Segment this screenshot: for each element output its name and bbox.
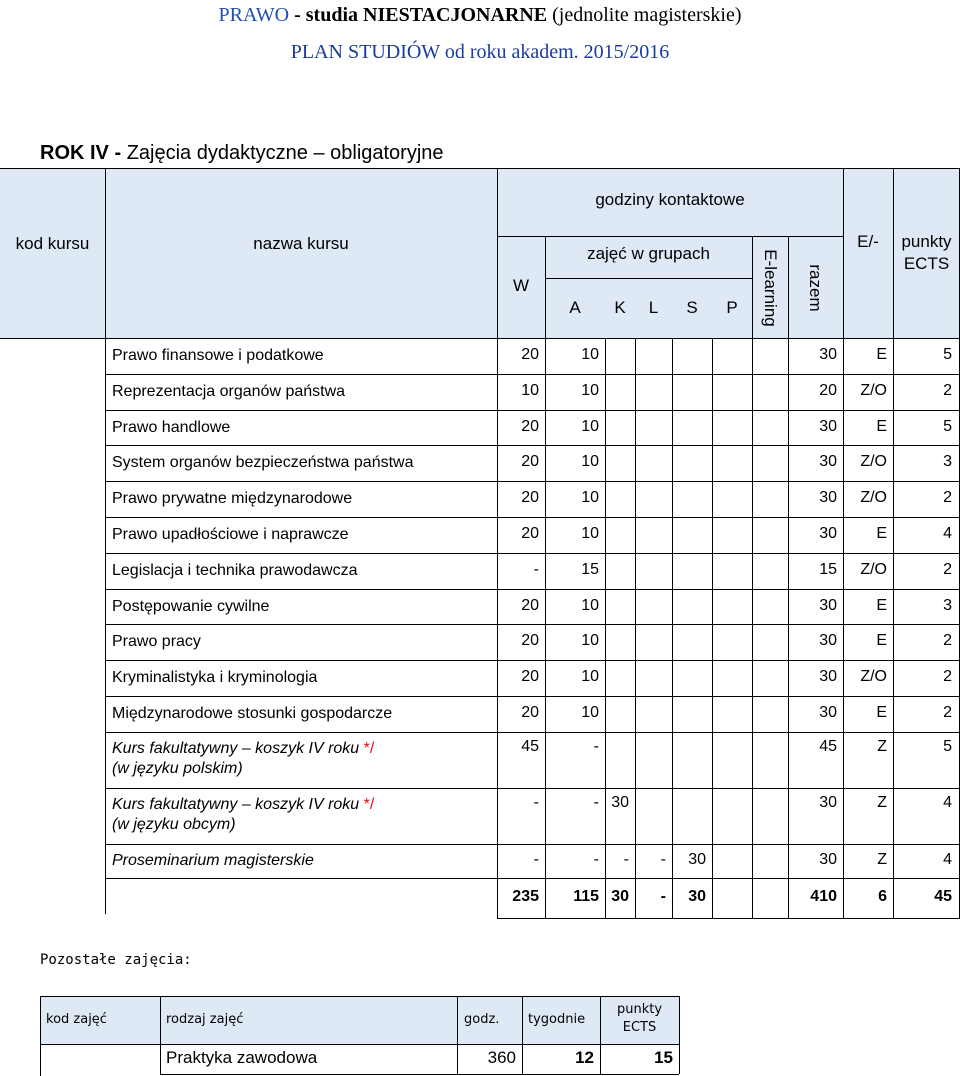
grid-line [545, 278, 752, 279]
elective-language: (w języku obcym) [112, 815, 236, 833]
table-top-border [0, 168, 960, 169]
grid-line [497, 236, 843, 237]
elective-k: 30 [611, 793, 629, 811]
course-razem: 30 [819, 596, 837, 614]
total-k: 30 [611, 887, 629, 905]
course-razem: 30 [819, 668, 837, 686]
row-divider [105, 589, 960, 590]
plan-title: PLAN STUDIÓW od roku akadem. 2015/2016 [290, 41, 670, 63]
row-divider [105, 696, 960, 697]
course-a: 10 [581, 381, 599, 399]
course-e: E [876, 417, 887, 435]
other-classes-table [40, 996, 680, 1076]
total-a: 115 [573, 887, 599, 905]
other-header-ects-1: punkty [616, 1002, 663, 1017]
proseminar-k: - [623, 850, 629, 868]
elective-a: - [593, 737, 599, 755]
course-name: Kryminalistyka i kryminologia [112, 669, 318, 687]
elective-language: (w języku polskim) [112, 759, 243, 777]
course-ects: 2 [943, 668, 952, 686]
grid-line [752, 338, 753, 918]
grid-line [105, 168, 106, 914]
row-divider [105, 374, 960, 375]
other-hours: 360 [487, 1048, 516, 1067]
total-ects: 45 [934, 887, 952, 905]
course-ects: 5 [943, 417, 952, 435]
course-name: Legislacja i technika prawodawcza [112, 561, 358, 579]
course-ects: 2 [943, 560, 952, 578]
course-e: Z/O [860, 668, 887, 686]
table-header-bottom [0, 338, 960, 339]
course-w: 20 [521, 453, 539, 471]
other-weeks: 12 [575, 1048, 594, 1067]
course-ects: 3 [943, 453, 952, 471]
row-divider [105, 660, 960, 661]
elective-ects: 5 [943, 737, 952, 755]
study-mode-detail: (jednolite magisterskie) [552, 4, 742, 26]
course-razem: 30 [819, 632, 837, 650]
program-name: PRAWO [218, 4, 290, 26]
course-e: E [876, 596, 887, 614]
proseminar-name: Proseminarium magisterskie [112, 851, 314, 869]
study-mode: - studia NIESTACJONARNE [294, 4, 548, 26]
course-w: - [533, 560, 539, 578]
row-divider [105, 517, 960, 518]
row-divider [105, 878, 960, 879]
course-a: 10 [581, 417, 599, 435]
course-a: 10 [581, 453, 599, 471]
row-divider [105, 788, 960, 789]
course-e: Z/O [860, 560, 887, 578]
proseminar-e: Z [877, 850, 887, 868]
elective-w: - [533, 793, 539, 811]
table-bottom-border [497, 918, 960, 919]
row-divider [105, 553, 960, 554]
course-razem: 20 [819, 381, 837, 399]
elective-w: 45 [521, 737, 539, 755]
course-name: Prawo upadłościowe i naprawcze [112, 526, 349, 543]
course-e: Z/O [860, 381, 887, 399]
course-name: Prawo prywatne międzynarodowe [112, 490, 353, 508]
course-a: 10 [581, 596, 599, 614]
other-ects: 15 [654, 1048, 673, 1067]
course-w: 20 [521, 417, 539, 435]
header-code: kod kursu [15, 234, 90, 253]
other-header-hours: godz. [464, 1012, 500, 1027]
header-ects-2: ECTS [903, 254, 950, 273]
course-ects: 2 [943, 381, 952, 399]
other-classes-label: Pozostałe zajęcia: [40, 952, 192, 968]
course-e: E [876, 703, 887, 721]
grid-line [605, 338, 606, 918]
header-elearning: E-learning [761, 249, 780, 327]
proseminar-w: - [533, 850, 539, 868]
course-a: 10 [581, 489, 599, 507]
header-w: W [512, 276, 530, 295]
header-l: L [648, 298, 659, 317]
grid-line [40, 1044, 679, 1045]
course-w: 20 [521, 489, 539, 507]
course-razem: 30 [819, 489, 837, 507]
course-e: E [876, 632, 887, 650]
course-name: Reprezentacja organów państwa [112, 382, 346, 400]
header-s: S [686, 298, 698, 317]
row-divider [105, 481, 960, 482]
other-header-code: kod zajęć [46, 1012, 107, 1027]
grid-line [672, 338, 673, 918]
elective-name-text: Kurs fakultatywny – koszyk IV roku [112, 795, 360, 813]
total-razem: 410 [810, 887, 837, 905]
course-w: 20 [521, 524, 539, 542]
course-e: Z/O [860, 453, 887, 471]
course-razem: 15 [819, 560, 837, 578]
grid-line [788, 236, 789, 338]
elective-e: Z [877, 737, 887, 755]
course-table [0, 168, 960, 914]
course-name: Prawo pracy [112, 633, 201, 651]
row-divider [105, 732, 960, 733]
course-razem: 30 [819, 524, 837, 542]
header-ects-1: punkty [901, 232, 952, 251]
proseminar-s: 30 [688, 850, 706, 868]
course-razem: 30 [819, 417, 837, 435]
course-a: 10 [581, 345, 599, 363]
elective-razem: 45 [819, 737, 837, 755]
grid-line [40, 996, 679, 997]
elective-footnote-marker: */ [359, 739, 375, 757]
course-ects: 4 [943, 524, 952, 542]
proseminar-a: - [593, 850, 599, 868]
proseminar-razem: 30 [819, 850, 837, 868]
elective-name [112, 740, 374, 758]
course-w: 10 [521, 381, 539, 399]
total-l: - [660, 887, 666, 905]
header-p: P [726, 298, 738, 317]
other-header-weeks: tygodnie [528, 1012, 586, 1027]
elective-e: Z [877, 793, 887, 811]
course-name: Prawo finansowe i podatkowe [112, 347, 324, 364]
elective-ects: 4 [943, 793, 952, 811]
grid-line [679, 996, 680, 1074]
course-razem: 30 [819, 345, 837, 363]
grid-line [40, 996, 41, 1076]
row-divider [105, 844, 960, 845]
header-exam: E/- [857, 232, 879, 251]
elective-razem: 30 [819, 793, 837, 811]
total-w: 235 [512, 887, 539, 905]
course-a: 10 [581, 668, 599, 686]
course-a: 10 [581, 703, 599, 721]
header-k: K [614, 298, 626, 317]
grid-line [843, 168, 844, 338]
course-name: Międzynarodowe stosunki gospodarcze [112, 705, 393, 722]
header-contact-hours: godziny kontaktowe [595, 190, 745, 209]
section-year: ROK IV - [40, 142, 122, 164]
elective-name-text: Kurs fakultatywny – koszyk IV roku [112, 739, 360, 757]
course-e: E [876, 524, 887, 542]
row-divider [105, 445, 960, 446]
course-w: 20 [521, 668, 539, 686]
course-a: 15 [581, 560, 599, 578]
course-razem: 30 [819, 453, 837, 471]
total-e: 6 [878, 887, 887, 905]
section-title [40, 142, 444, 165]
course-razem: 30 [819, 703, 837, 721]
elective-name [112, 796, 374, 814]
course-name: Postępowanie cywilne [112, 597, 270, 615]
course-ects: 3 [943, 596, 952, 614]
proseminar-ects: 4 [943, 850, 952, 868]
grid-line [893, 168, 894, 338]
grid-line [635, 338, 636, 918]
elective-footnote-marker: */ [359, 795, 375, 813]
elective-a: - [593, 793, 599, 811]
course-w: 20 [521, 703, 539, 721]
course-e: E [876, 345, 887, 363]
course-name: System organów bezpieczeństwa państwa [112, 454, 414, 472]
total-s: 30 [688, 887, 706, 905]
proseminar-l: - [660, 850, 666, 868]
grid-line [712, 338, 713, 918]
other-header-kind: rodzaj zajęć [166, 1012, 244, 1027]
header-a: A [569, 298, 581, 317]
header-total: razem [806, 264, 825, 312]
course-w: 20 [521, 345, 539, 363]
grid-line [752, 236, 753, 338]
course-a: 10 [581, 524, 599, 542]
course-w: 20 [521, 596, 539, 614]
grid-line [160, 996, 161, 1074]
header-group-classes: zajęć w grupach [587, 244, 710, 263]
course-ects: 2 [943, 632, 952, 650]
header-name: nazwa kursu [253, 234, 349, 253]
other-kind: Praktyka zawodowa [166, 1048, 318, 1067]
document-header [0, 4, 960, 27]
row-divider [105, 410, 960, 411]
other-header-ects-2: ECTS [622, 1020, 657, 1035]
course-ects: 2 [943, 489, 952, 507]
course-w: 20 [521, 632, 539, 650]
course-ects: 2 [943, 703, 952, 721]
section-subtitle: Zajęcia dydaktyczne – obligatoryjne [126, 142, 444, 164]
course-name: Prawo handlowe [112, 418, 231, 436]
course-ects: 5 [943, 345, 952, 363]
row-divider [105, 624, 960, 625]
course-e: Z/O [860, 489, 887, 507]
course-a: 10 [581, 632, 599, 650]
